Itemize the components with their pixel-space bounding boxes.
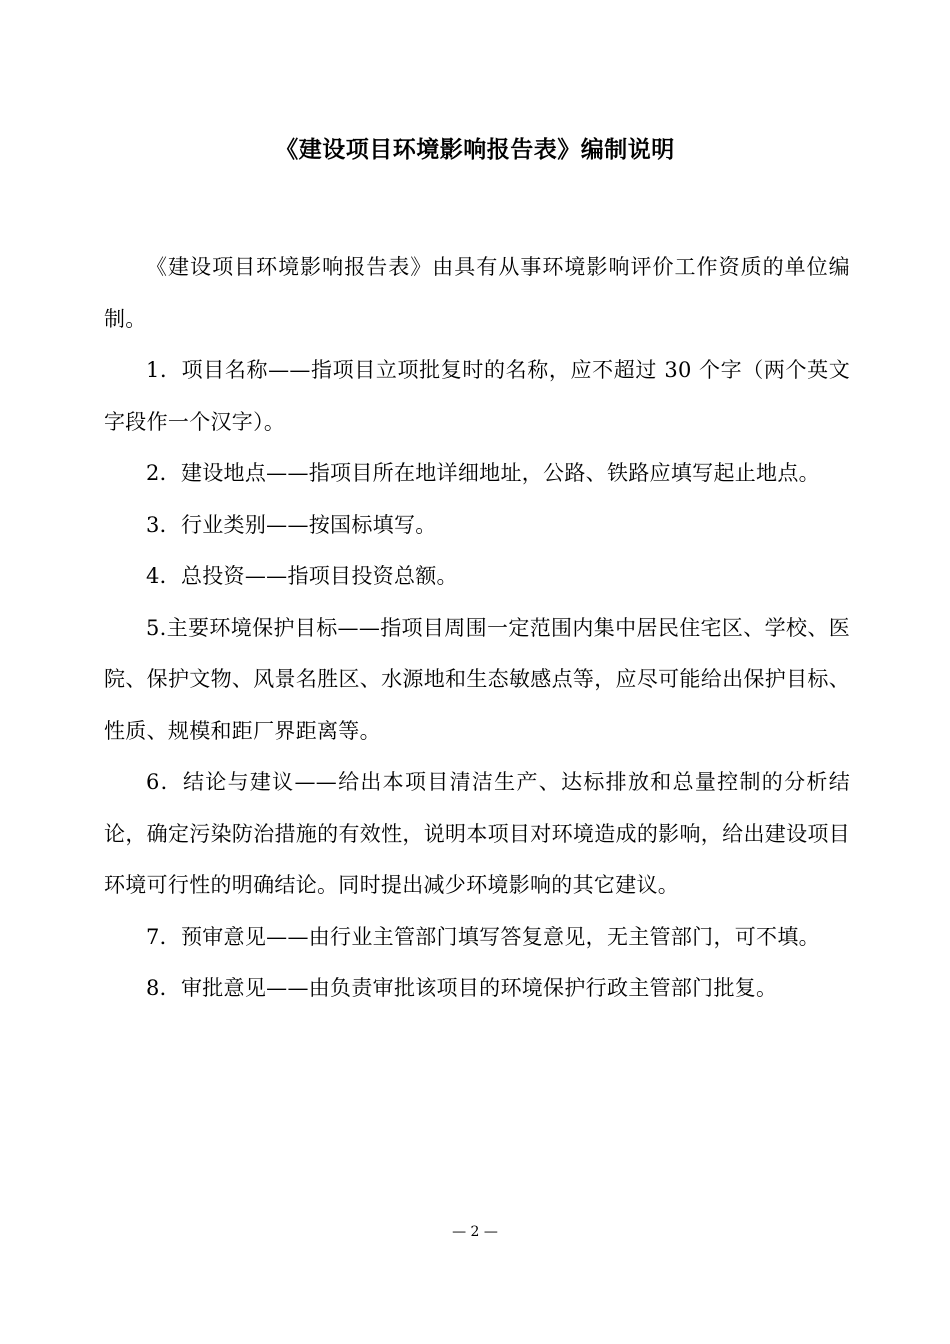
item-pre-review: 7．预审意见——由行业主管部门填写答复意见，无主管部门，可不填。 xyxy=(146,924,820,949)
item-industry-category: 3．行业类别——按国标填写。 xyxy=(146,512,437,537)
item-protection-targets: 5.主要环境保护目标——指项目周围一定范围内集中居民住宅区、学校、医院、保护文物、风景名胜区、水源地和生态敏感点等，应尽可能给出保护目标、性质、规模和距厂界距离等。 xyxy=(104,615,850,743)
document-body xyxy=(104,242,850,1015)
intro-paragraph: 《建设项目环境影响报告表》由具有从事环境影响评价工作资质的单位编制。 xyxy=(104,255,850,331)
item-conclusions: 6．结论与建议——给出本项目清洁生产、达标排放和总量控制的分析结论，确定污染防治措施的有效性，说明本项目对环境造成的影响，给出建设项目环境可行性的明确结论。同时提出减少环境影响的其它建议。 xyxy=(104,770,850,897)
item-construction-site: 2．建设地点——指项目所在地详细地址，公路、铁路应填写起止地点。 xyxy=(146,461,820,485)
item-project-name: 1．项目名称——指项目立项批复时的名称，应不超过 30 个字（两个英文字段作一个汉字）。 xyxy=(104,358,850,434)
page-title: 《建设项目环境影响报告表》编制说明 xyxy=(275,136,675,163)
page-number: — 2 — xyxy=(452,1224,498,1240)
item-approval: 8．审批意见——由负责审批该项目的环境保护行政主管部门批复。 xyxy=(146,976,778,1000)
item-total-investment: 4．总投资——指项目投资总额。 xyxy=(146,564,458,588)
